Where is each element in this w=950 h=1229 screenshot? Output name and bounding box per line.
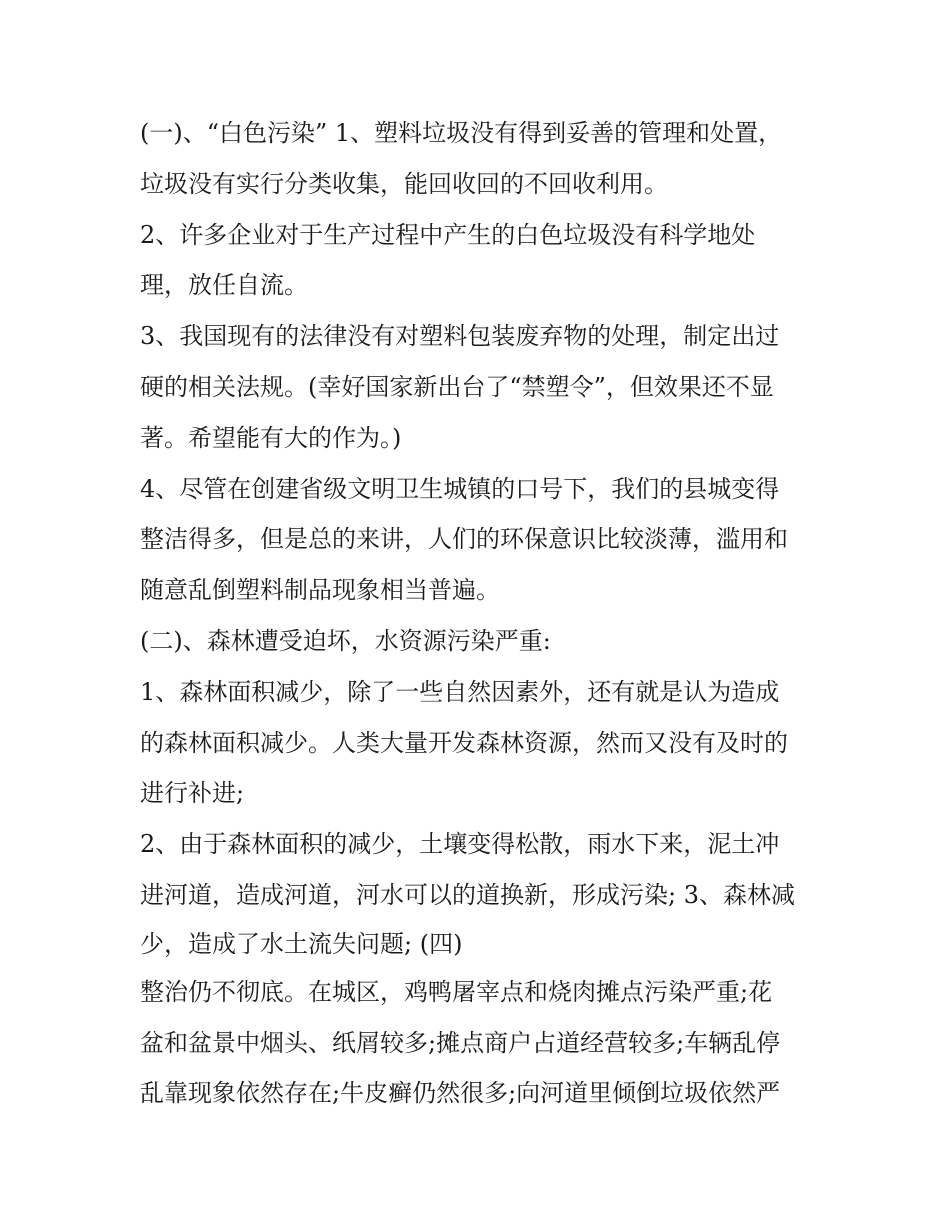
text-line: 4、尽管在创建省级文明卫生城镇的口号下，我们的县城变得 xyxy=(140,474,780,503)
text-line: 3、我国现有的法律没有对塑料包装废弃物的处理，制定出过 xyxy=(140,322,780,351)
text-line: 的森林面积减少。人类大量开发森林资源，然而又没有及时的 xyxy=(140,728,788,757)
text-line: 著。希望能有大的作为。) xyxy=(140,423,402,452)
text-line: 垃圾没有实行分类收集，能回收回的不回收利用。 xyxy=(140,169,668,198)
text-line: (二)、森林遭受迫坏，水资源污染严重: xyxy=(140,626,551,655)
text-line: (一)、“白色污染” 1、塑料垃圾没有得到妥善的管理和处置， xyxy=(140,119,783,147)
text-line: 盆和盆景中烟头、纸屑较多;摊点商户占道经营较多;车辆乱停 xyxy=(140,1028,781,1057)
text-line: 1、森林面积减少，除了一些自然因素外，还有就是认为造成 xyxy=(140,677,780,706)
text-line: 少，造成了水土流失问题; (四) xyxy=(140,929,463,958)
document-body xyxy=(140,108,830,1119)
text-line: 2、由于森林面积的减少，土壤变得松散，雨水下来，泥土冲 xyxy=(140,830,780,859)
text-line: 随意乱倒塑料制品现象相当普遍。 xyxy=(140,576,500,605)
text-line: 理，放任自流。 xyxy=(140,271,308,300)
text-line: 整治仍不彻底。在城区，鸡鸭屠宰点和烧肉摊点污染严重;花 xyxy=(140,977,773,1006)
text-line: 硬的相关法规。(幸好国家新出台了“禁塑令”，但效果还不显 xyxy=(140,372,774,401)
text-line: 乱靠现象依然存在;牛皮癣仍然很多;向河道里倾倒垃圾依然严 xyxy=(140,1079,781,1108)
text-line: 进行补进; xyxy=(140,779,245,808)
text-line: 进河道，造成河道，河水可以的道换新，形成污染; 3、森林减 xyxy=(140,880,795,909)
text-line: 2、许多企业对于生产过程中产生的白色垃圾没有科学地处 xyxy=(140,220,756,249)
text-line: 整洁得多，但是总的来讲，人们的环保意识比较淡薄，滥用和 xyxy=(140,525,788,554)
